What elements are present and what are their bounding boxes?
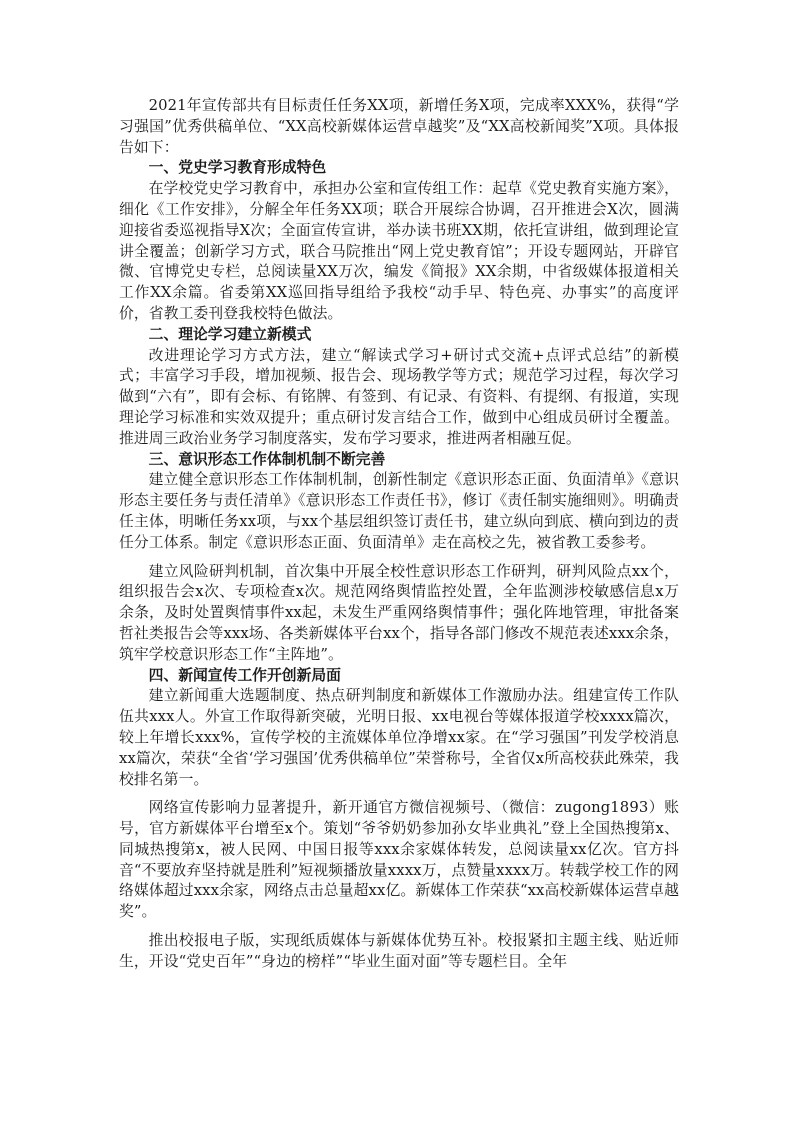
section-1-paragraph-1: 在学校党史学习教育中，承担办公室和宣传组工作：起草《党史教育实施方案》，细化《工作安排》，分解全年任务XX项；联合开展综合协调，召开推进会X次，圆满迎接省委巡视指导X次；全面宣传宣讲，举办读书班XX期，依托宣讲组，做到理论宣讲全覆盖；创新学习方式，联合马院推出“网上党史教育馆”；开设专题网站，开辟官微、官博党史专栏，总阅读量XX万次，编发《简报》XX余期，中省级媒体报道相关工作XX余篇。省委第XX巡回指导组给予我校“动手早、特色亮、办事实”的高度评价，省教工委刊登我校特色做法。	[119, 180, 679, 322]
section-3-paragraph-1: 建立健全意识形态工作体制机制，创新性制定《意识形态正面、负面清单》《意识形态主要任务与责任清单》《意识形态工作责任书》，修订《责任制实施细则》。明确责任主体，明晰任务xx项，与xx个基层组织签订责任书，建立纵向到底、横向到边的责任分工体系。制定《意识形态正面、负面清单》走在高校之先，被省教工委参考。	[119, 471, 679, 551]
section-heading-2: 二、理论学习建立新模式	[148, 325, 312, 343]
section-2-paragraph-1: 改进理论学习方式方法，建立“解读式学习+研讨式交流+点评式总结”的新模式；丰富学习手段，增加视频、报告会、现场教学等方式；规范学习过程，每次学习做到“六有”，即有会标、有铭牌、有签到、有记录、有资料、有提纲、有报道，实现理论学习标准和实效双提升；重点研讨发言结合工作，做到中心组成员研讨全覆盖。推进周三政治业务学习制度落实，发布学习要求，推进两者相融互促。	[119, 346, 679, 447]
section-heading-3: 三、意识形态工作体制机制不断完善	[148, 450, 386, 468]
section-4-paragraph-2: 网络宣传影响力显著提升，新开通官方微信视频号、（微信：zugong1893）账号，官方新媒体平台增至x个。策划“爷爷奶奶参加孙女毕业典礼”登上全国热搜第x、同城热搜第x，被人民网、中国日报等xxx余家媒体转发，总阅读量xx亿次。官方抖音“不要放弃坚持就是胜利”短视频播放量xxxx万，点赞量xxxx万。转载学校工作的网络媒体超过xxx余家，网络点击总量超xx亿。新媒体工作荣获“xx高校新媒体运营卓越奖”。	[119, 799, 679, 921]
section-4-paragraph-1: 建立新闻重大选题制度、热点研判制度和新媒体工作激励办法。组建宣传工作队伍共xxx人。外宣工作取得新突破，光明日报、xx电视台等媒体报道学校xxxx篇次，较上年增长xxx%，宣传学校的主流媒体单位净增xx家。在“学习强国”刊发学校消息xx篇次，荣获“全省‘学习强国’优秀供稿单位”荣誉称号，全省仅x所高校获此殊荣，我校排名第一。	[119, 687, 679, 788]
intro-paragraph: 2021年宣传部共有目标责任任务XX项，新增任务X项，完成率XXX%，获得“学习强国”优秀供稿单位、“XX高校新媒体运营卓越奖”及“XX高校新闻奖”X项。具体报告如下：	[119, 97, 679, 156]
section-4-paragraph-3: 推出校报电子版，实现纸质媒体与新媒体优势互补。校报紧扣主题主线、贴近师生，开设“党史百年”“身边的榜样”“毕业生面对面”等专题栏目。全年	[119, 932, 679, 970]
section-heading-4: 四、新闻宣传工作开创新局面	[148, 666, 341, 684]
document-page	[119, 96, 679, 973]
section-3-paragraph-2: 建立风险研判机制，首次集中开展全校性意识形态工作研判，研判风险点xx个，组织报告会x次、专项检查x次。规范网络舆情监控处置，全年监测涉校敏感信息x万余条，及时处置舆情事件xx起，未发生严重网络舆情事件；强化阵地管理，审批备案哲社类报告会等xxx场、各类新媒体平台xx个，指导各部门修改不规范表述xxx余条，筑牢学校意识形态工作“主阵地”。	[119, 562, 679, 663]
section-heading-1: 一、党史学习教育形成特色	[148, 159, 327, 177]
